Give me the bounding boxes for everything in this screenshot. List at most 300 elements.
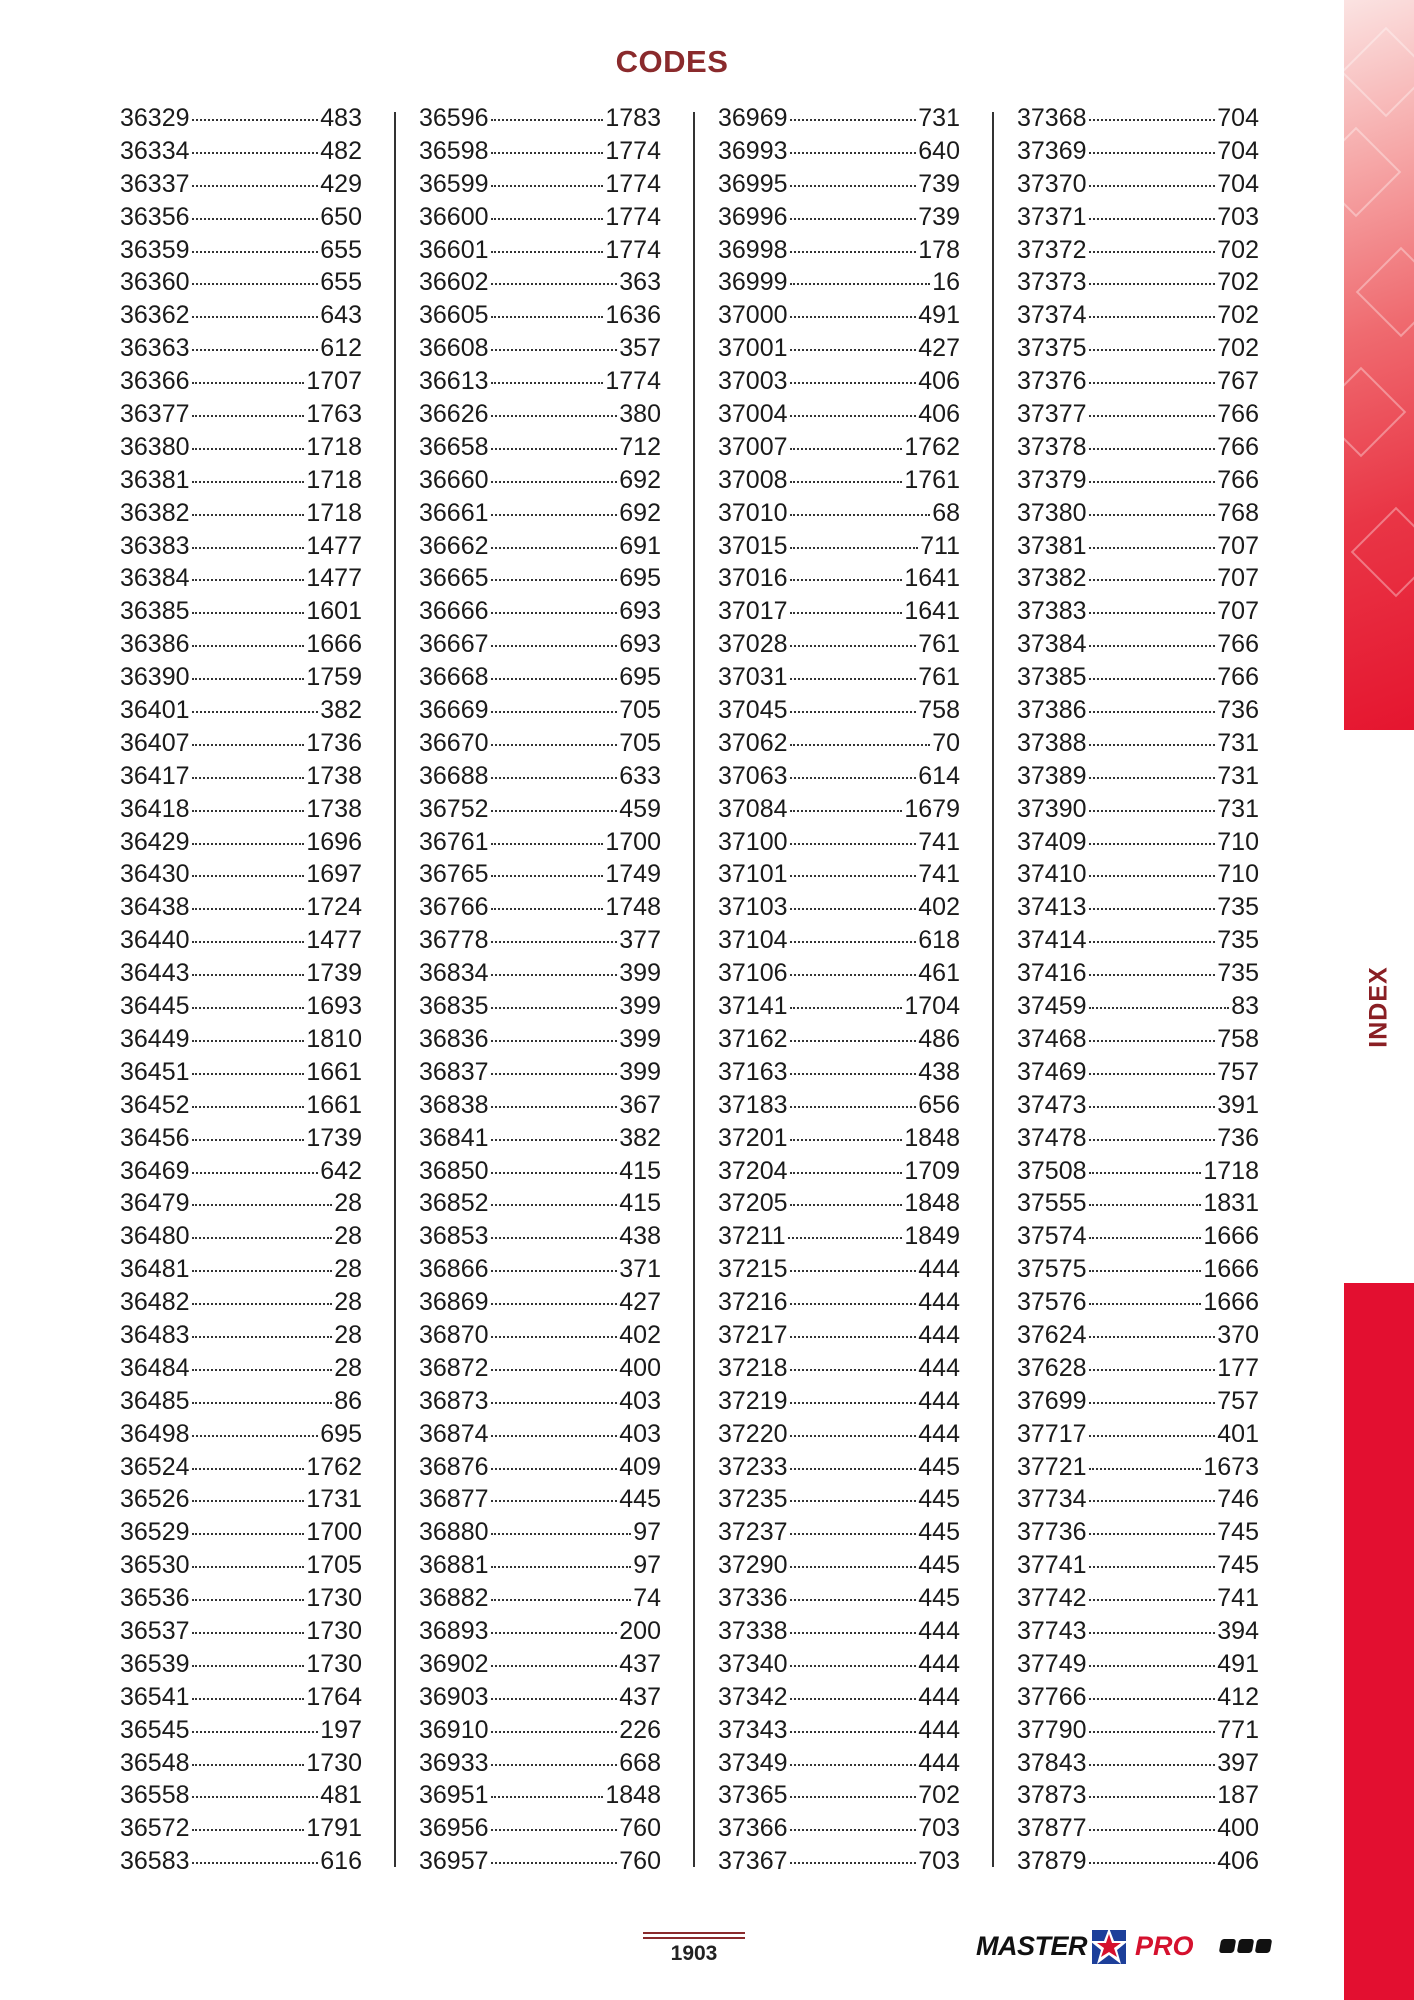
index-entry xyxy=(120,530,362,563)
dot-leader xyxy=(192,1172,319,1174)
entry-code: 36443 xyxy=(120,959,190,988)
index-entry xyxy=(1017,1286,1259,1319)
dot-leader xyxy=(491,1566,632,1568)
entry-page: 363 xyxy=(619,268,661,297)
entry-code: 37106 xyxy=(718,959,788,988)
entry-page: 1704 xyxy=(904,992,960,1021)
entry-page: 1707 xyxy=(306,367,362,396)
dot-leader xyxy=(790,1862,917,1864)
dot-leader xyxy=(192,1336,333,1338)
entry-code: 37163 xyxy=(718,1057,788,1086)
dot-leader xyxy=(1089,579,1216,581)
index-entry xyxy=(419,1385,661,1418)
entry-code: 37201 xyxy=(718,1123,788,1152)
entry-page: 444 xyxy=(918,1649,960,1678)
entry-code: 36838 xyxy=(419,1090,489,1119)
index-entry xyxy=(419,1549,661,1582)
dot-leader xyxy=(491,908,604,910)
index-entry xyxy=(718,398,960,431)
entry-code: 36401 xyxy=(120,696,190,725)
entry-code: 36356 xyxy=(120,202,190,231)
index-entry xyxy=(1017,1056,1259,1089)
dot-leader xyxy=(1089,1204,1202,1206)
dot-leader xyxy=(491,481,618,483)
dot-leader xyxy=(1089,1500,1216,1502)
dot-leader xyxy=(790,185,917,187)
entry-code: 36766 xyxy=(419,893,489,922)
index-entry xyxy=(419,1615,661,1648)
dot-leader xyxy=(491,1862,618,1864)
dot-leader xyxy=(790,1599,917,1601)
index-entry xyxy=(1017,497,1259,530)
entry-code: 37217 xyxy=(718,1320,788,1349)
index-entry xyxy=(1017,1582,1259,1615)
entry-page: 650 xyxy=(320,202,362,231)
index-entry xyxy=(1017,1516,1259,1549)
index-entry xyxy=(718,299,960,332)
entry-page: 640 xyxy=(918,136,960,165)
entry-code: 37162 xyxy=(718,1024,788,1053)
dot-leader xyxy=(1089,251,1216,253)
index-entry xyxy=(120,234,362,267)
entry-page: 1705 xyxy=(306,1551,362,1580)
index-entry xyxy=(1017,135,1259,168)
entry-code: 37382 xyxy=(1017,564,1087,593)
dot-leader xyxy=(192,448,305,450)
index-entry xyxy=(120,1155,362,1188)
index-entry xyxy=(120,727,362,760)
dot-leader xyxy=(192,1731,319,1733)
entry-page: 1764 xyxy=(306,1682,362,1711)
dot-leader xyxy=(1089,941,1216,943)
index-entry xyxy=(1017,1615,1259,1648)
entry-code: 36996 xyxy=(718,202,788,231)
entry-page: 760 xyxy=(619,1847,661,1876)
index-entry xyxy=(120,628,362,661)
entry-page: 1718 xyxy=(306,498,362,527)
index-entry xyxy=(120,168,362,201)
index-entry xyxy=(1017,562,1259,595)
entry-code: 37413 xyxy=(1017,893,1087,922)
dot-leader xyxy=(1089,875,1216,877)
dot-leader xyxy=(790,711,917,713)
index-entry xyxy=(718,266,960,299)
entry-code: 36951 xyxy=(419,1781,489,1810)
entry-code: 36383 xyxy=(120,531,190,560)
dot-leader xyxy=(790,1172,903,1174)
index-entry xyxy=(718,102,960,135)
entry-code: 37459 xyxy=(1017,992,1087,1021)
dot-leader xyxy=(790,974,917,976)
index-entry xyxy=(419,1418,661,1451)
index-entry xyxy=(718,1451,960,1484)
entry-page: 655 xyxy=(320,268,362,297)
entry-code: 37743 xyxy=(1017,1616,1087,1645)
entry-page: 438 xyxy=(918,1057,960,1086)
index-entry xyxy=(120,431,362,464)
dot-leader xyxy=(192,1435,319,1437)
entry-code: 36835 xyxy=(419,992,489,1021)
entry-code: 36956 xyxy=(419,1814,489,1843)
entry-page: 445 xyxy=(619,1485,661,1514)
entry-code: 37383 xyxy=(1017,597,1087,626)
entry-page: 444 xyxy=(918,1320,960,1349)
index-entry xyxy=(1017,694,1259,727)
entry-page: 702 xyxy=(1217,334,1259,363)
entry-page: 412 xyxy=(1217,1682,1259,1711)
dot-leader xyxy=(790,1303,917,1305)
index-entry xyxy=(120,793,362,826)
entry-page: 28 xyxy=(334,1353,362,1382)
dot-leader xyxy=(1089,645,1216,647)
dot-leader xyxy=(1089,1106,1216,1108)
entry-page: 28 xyxy=(334,1255,362,1284)
dot-leader xyxy=(491,547,618,549)
dot-leader xyxy=(1089,1172,1202,1174)
entry-page: 1774 xyxy=(605,367,661,396)
entry-page: 1849 xyxy=(904,1222,960,1251)
entry-page: 491 xyxy=(918,301,960,330)
index-entry xyxy=(1017,266,1259,299)
dot-leader xyxy=(790,1139,903,1141)
entry-code: 36998 xyxy=(718,235,788,264)
index-entry xyxy=(1017,760,1259,793)
entry-page: 1641 xyxy=(904,597,960,626)
dot-leader xyxy=(790,1073,917,1075)
entry-page: 642 xyxy=(320,1156,362,1185)
entry-page: 736 xyxy=(1217,696,1259,725)
index-column xyxy=(120,102,362,1878)
entry-code: 37367 xyxy=(718,1847,788,1876)
dot-leader xyxy=(192,1566,305,1568)
index-entry xyxy=(120,1549,362,1582)
entry-page: 399 xyxy=(619,992,661,1021)
index-entry xyxy=(1017,793,1259,826)
entry-page: 444 xyxy=(918,1682,960,1711)
index-entry xyxy=(718,891,960,924)
entry-page: 1700 xyxy=(306,1518,362,1547)
dot-leader xyxy=(491,283,618,285)
index-entry xyxy=(718,1187,960,1220)
index-entry xyxy=(419,1089,661,1122)
dot-leader xyxy=(790,941,917,943)
entry-page: 483 xyxy=(320,104,362,132)
index-entry xyxy=(1017,1747,1259,1780)
dot-leader xyxy=(192,1632,305,1634)
logo-master-text: MASTER xyxy=(976,1930,1087,1961)
logo-pro-text: PRO xyxy=(1135,1930,1194,1961)
entry-page: 1739 xyxy=(306,959,362,988)
dot-leader xyxy=(1089,974,1216,976)
dot-leader xyxy=(790,645,917,647)
dot-leader xyxy=(790,579,903,581)
index-entry xyxy=(1017,595,1259,628)
index-entry xyxy=(419,201,661,234)
index-entry xyxy=(718,595,960,628)
entry-page: 1748 xyxy=(605,893,661,922)
index-tab-label: INDEX xyxy=(1364,965,1393,1048)
entry-code: 37015 xyxy=(718,531,788,560)
dot-leader xyxy=(491,1237,618,1239)
dot-leader xyxy=(790,1106,917,1108)
entry-code: 36384 xyxy=(120,564,190,593)
entry-page: 707 xyxy=(1217,597,1259,626)
entry-code: 36600 xyxy=(419,202,489,231)
entry-code: 36993 xyxy=(718,136,788,165)
index-entry xyxy=(419,299,661,332)
index-entry xyxy=(1017,234,1259,267)
entry-code: 36869 xyxy=(419,1288,489,1317)
dot-leader xyxy=(790,316,917,318)
dot-leader xyxy=(491,251,604,253)
index-entry xyxy=(718,1582,960,1615)
dot-leader xyxy=(192,382,305,384)
entry-code: 36903 xyxy=(419,1682,489,1711)
entry-page: 491 xyxy=(1217,1649,1259,1678)
entry-code: 36602 xyxy=(419,268,489,297)
entry-page: 399 xyxy=(619,959,661,988)
dot-leader xyxy=(790,349,917,351)
entry-page: 444 xyxy=(918,1288,960,1317)
dot-leader xyxy=(790,612,903,614)
dot-leader xyxy=(192,1204,333,1206)
dot-leader xyxy=(788,1237,903,1239)
entry-code: 37741 xyxy=(1017,1551,1087,1580)
index-entry xyxy=(419,1220,661,1253)
entry-code: 37290 xyxy=(718,1551,788,1580)
dot-leader xyxy=(1089,1270,1202,1272)
entry-page: 691 xyxy=(619,531,661,560)
entry-code: 37736 xyxy=(1017,1518,1087,1547)
entry-page: 377 xyxy=(619,926,661,955)
dot-leader xyxy=(790,1435,917,1437)
dot-leader xyxy=(491,1040,618,1042)
index-entry xyxy=(718,497,960,530)
entry-page: 1666 xyxy=(1203,1222,1259,1251)
entry-page: 97 xyxy=(633,1551,661,1580)
entry-code: 37377 xyxy=(1017,400,1087,429)
entry-code: 37380 xyxy=(1017,498,1087,527)
index-entry xyxy=(718,760,960,793)
entry-code: 37699 xyxy=(1017,1386,1087,1415)
index-entry xyxy=(1017,826,1259,859)
entry-page: 16 xyxy=(932,268,960,297)
entry-page: 1791 xyxy=(306,1814,362,1843)
dot-leader xyxy=(790,1533,917,1535)
entry-page: 83 xyxy=(1231,992,1259,1021)
dot-leader xyxy=(491,1172,618,1174)
entry-page: 735 xyxy=(1217,959,1259,988)
index-entry xyxy=(120,1615,362,1648)
entry-code: 36440 xyxy=(120,926,190,955)
index-entry xyxy=(718,1549,960,1582)
entry-page: 771 xyxy=(1217,1715,1259,1744)
index-entry xyxy=(120,1681,362,1714)
dot-leader xyxy=(790,777,917,779)
entry-page: 1731 xyxy=(306,1485,362,1514)
dot-leader xyxy=(1089,777,1216,779)
entry-code: 36598 xyxy=(419,136,489,165)
entry-code: 36548 xyxy=(120,1748,190,1777)
index-entry xyxy=(419,1352,661,1385)
entry-code: 37386 xyxy=(1017,696,1087,725)
entry-code: 36667 xyxy=(419,630,489,659)
entry-code: 37216 xyxy=(718,1288,788,1317)
entry-page: 28 xyxy=(334,1222,362,1251)
index-entry xyxy=(718,1681,960,1714)
index-entry xyxy=(718,628,960,661)
entry-page: 1749 xyxy=(605,860,661,889)
entry-page: 28 xyxy=(334,1320,362,1349)
index-entry xyxy=(120,891,362,924)
index-entry xyxy=(120,365,362,398)
entry-code: 37721 xyxy=(1017,1452,1087,1481)
dot-leader xyxy=(1089,349,1216,351)
entry-page: 692 xyxy=(619,498,661,527)
index-entry xyxy=(718,1385,960,1418)
index-entry xyxy=(419,1747,661,1780)
page-number-rule xyxy=(643,1937,745,1939)
dot-leader xyxy=(1089,1402,1216,1404)
entry-code: 36452 xyxy=(120,1090,190,1119)
entry-page: 767 xyxy=(1217,367,1259,396)
entry-code: 36429 xyxy=(120,827,190,856)
entry-code: 36874 xyxy=(419,1419,489,1448)
index-entry xyxy=(718,1155,960,1188)
entry-page: 1738 xyxy=(306,761,362,790)
dot-leader xyxy=(491,1599,632,1601)
entry-page: 1477 xyxy=(306,926,362,955)
entry-page: 401 xyxy=(1217,1419,1259,1448)
entry-code: 36451 xyxy=(120,1057,190,1086)
entry-code: 37468 xyxy=(1017,1024,1087,1053)
entry-code: 37100 xyxy=(718,827,788,856)
entry-code: 36430 xyxy=(120,860,190,889)
index-entry xyxy=(718,1286,960,1319)
index-entry xyxy=(1017,628,1259,661)
index-entry xyxy=(718,135,960,168)
entry-code: 37365 xyxy=(718,1781,788,1810)
index-entry xyxy=(1017,1220,1259,1253)
dot-leader xyxy=(1089,316,1216,318)
entry-page: 1730 xyxy=(306,1649,362,1678)
entry-page: 1774 xyxy=(605,136,661,165)
entry-code: 36605 xyxy=(419,301,489,330)
entry-page: 97 xyxy=(633,1518,661,1547)
index-entry xyxy=(419,332,661,365)
entry-page: 731 xyxy=(918,104,960,132)
entry-code: 37390 xyxy=(1017,794,1087,823)
entry-code: 37473 xyxy=(1017,1090,1087,1119)
index-entry xyxy=(419,661,661,694)
entry-code: 36545 xyxy=(120,1715,190,1744)
dot-leader xyxy=(790,382,917,384)
index-entry xyxy=(1017,1187,1259,1220)
entry-code: 36360 xyxy=(120,268,190,297)
dot-leader xyxy=(1089,1796,1216,1798)
entry-code: 37717 xyxy=(1017,1419,1087,1448)
dot-leader xyxy=(192,218,319,220)
entry-code: 37063 xyxy=(718,761,788,790)
dot-leader xyxy=(192,481,305,483)
entry-page: 403 xyxy=(619,1386,661,1415)
entry-page: 693 xyxy=(619,597,661,626)
dot-leader xyxy=(1089,1862,1216,1864)
entry-page: 415 xyxy=(619,1189,661,1218)
entry-page: 68 xyxy=(932,498,960,527)
entry-page: 399 xyxy=(619,1024,661,1053)
index-entry xyxy=(120,1122,362,1155)
dot-leader xyxy=(491,1731,618,1733)
entry-page: 382 xyxy=(619,1123,661,1152)
entry-code: 36539 xyxy=(120,1649,190,1678)
index-entry xyxy=(1017,1648,1259,1681)
index-entry xyxy=(419,135,661,168)
dot-leader xyxy=(192,1303,333,1305)
entry-code: 37379 xyxy=(1017,465,1087,494)
index-entry xyxy=(718,1483,960,1516)
index-entry xyxy=(718,1220,960,1253)
entry-code: 36881 xyxy=(419,1551,489,1580)
index-entry xyxy=(1017,1483,1259,1516)
dot-leader xyxy=(192,875,305,877)
index-entry xyxy=(1017,957,1259,990)
column-divider xyxy=(693,112,695,1867)
entry-page: 761 xyxy=(918,663,960,692)
entry-code: 37416 xyxy=(1017,959,1087,988)
index-entry xyxy=(419,266,661,299)
entry-code: 37001 xyxy=(718,334,788,363)
index-entry xyxy=(120,1352,362,1385)
entry-page: 705 xyxy=(619,728,661,757)
entry-page: 1696 xyxy=(306,827,362,856)
index-entry xyxy=(120,1582,362,1615)
dot-leader xyxy=(790,1731,917,1733)
index-entry xyxy=(718,431,960,464)
index-entry xyxy=(718,990,960,1023)
dot-leader xyxy=(790,1468,917,1470)
dot-leader xyxy=(1089,1468,1202,1470)
dot-leader xyxy=(192,711,319,713)
entry-code: 36669 xyxy=(419,696,489,725)
entry-page: 1774 xyxy=(605,235,661,264)
entry-page: 1724 xyxy=(306,893,362,922)
index-entry xyxy=(419,595,661,628)
entry-code: 36524 xyxy=(120,1452,190,1481)
entry-page: 1636 xyxy=(605,301,661,330)
entry-code: 36876 xyxy=(419,1452,489,1481)
entry-page: 1759 xyxy=(306,663,362,692)
entry-code: 36390 xyxy=(120,663,190,692)
index-entry xyxy=(120,1220,362,1253)
entry-code: 36608 xyxy=(419,334,489,363)
index-entry xyxy=(120,266,362,299)
entry-page: 766 xyxy=(1217,663,1259,692)
entry-code: 37336 xyxy=(718,1584,788,1613)
index-entry xyxy=(120,1812,362,1845)
entry-page: 768 xyxy=(1217,498,1259,527)
entry-page: 28 xyxy=(334,1189,362,1218)
entry-page: 1477 xyxy=(306,531,362,560)
index-entry xyxy=(120,990,362,1023)
entry-code: 37478 xyxy=(1017,1123,1087,1152)
index-entry xyxy=(419,628,661,661)
index-entry xyxy=(419,1845,661,1878)
dot-leader xyxy=(1089,1237,1202,1239)
entry-code: 36880 xyxy=(419,1518,489,1547)
entry-code: 36761 xyxy=(419,827,489,856)
dot-leader xyxy=(1089,1073,1216,1075)
